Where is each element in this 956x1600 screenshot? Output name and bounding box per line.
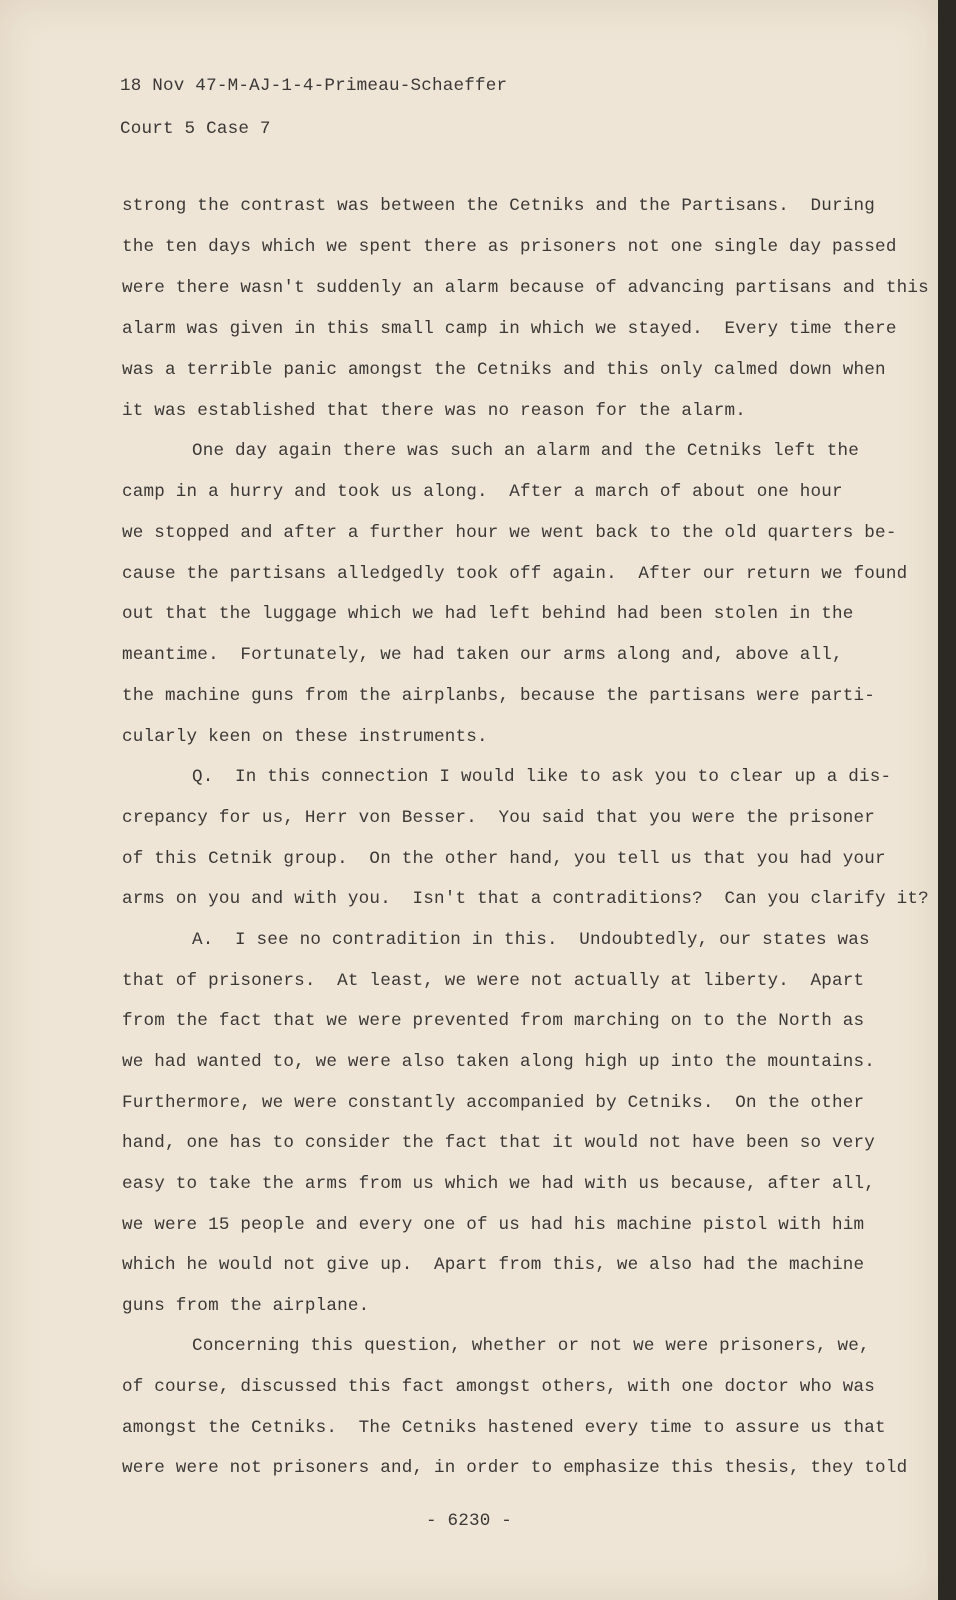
body-line: out that the luggage which we had left behind had been stolen in the	[122, 604, 854, 624]
body-line: which he would not give up. Apart from this, we also had the machine	[122, 1255, 865, 1275]
body-line: Concerning this question, whether or not we were prisoners, we,	[192, 1336, 870, 1356]
body-line: of this Cetnik group. On the other hand, you tell us that you had your	[122, 849, 886, 869]
header-court-case: Court 5 Case 7	[120, 119, 271, 139]
body-line: we stopped and after a further hour we went back to the old quarters be-	[122, 523, 897, 543]
body-line: we had wanted to, we were also taken along high up into the mountains.	[122, 1052, 876, 1072]
body-line: from the fact that we were prevented from marching on to the North as	[122, 1011, 865, 1031]
body-line: we were 15 people and every one of us had his machine pistol with him	[122, 1215, 865, 1235]
body-line: was a terrible panic amongst the Cetniks and this only calmed down when	[122, 360, 886, 380]
page-edge-shadow	[938, 0, 956, 1600]
body-line: cularly keen on these instruments.	[122, 727, 488, 747]
body-line: cause the partisans alledgedly took off again. After our return we found	[122, 564, 908, 584]
body-line: Furthermore, we were constantly accompanied by Cetniks. On the other	[122, 1093, 865, 1113]
body-line: the ten days which we spent there as prisoners not one single day passed	[122, 237, 897, 257]
body-line: Q. In this connection I would like to ask you to clear up a dis-	[192, 767, 892, 787]
body-line: meantime. Fortunately, we had taken our arms along and, above all,	[122, 645, 843, 665]
body-line: A. I see no contradition in this. Undoubtedly, our states was	[192, 930, 870, 950]
body-line: easy to take the arms from us which we had with us because, after all,	[122, 1174, 876, 1194]
body-line: arms on you and with you. Isn't that a contraditions? Can you clarify it?	[122, 889, 929, 909]
body-line: were were not prisoners and, in order to emphasize this thesis, they told	[122, 1458, 908, 1478]
body-line: were there wasn't suddenly an alarm because of advancing partisans and this	[122, 278, 929, 298]
page-number: - 6230 -	[425, 1511, 513, 1531]
body-line: crepancy for us, Herr von Besser. You said that you were the prisoner	[122, 808, 876, 828]
body-line: the machine guns from the airplanbs, because the partisans were parti-	[122, 686, 876, 706]
header-reference: 18 Nov 47-M-AJ-1-4-Primeau-Schaeffer	[120, 76, 508, 96]
body-line: it was established that there was no reason for the alarm.	[122, 401, 746, 421]
body-line: alarm was given in this small camp in which we stayed. Every time there	[122, 319, 897, 339]
body-line: of course, discussed this fact amongst others, with one doctor who was	[122, 1377, 876, 1397]
body-line: camp in a hurry and took us along. After a march of about one hour	[122, 482, 843, 502]
body-line: amongst the Cetniks. The Cetniks hastened every time to assure us that	[122, 1418, 886, 1438]
body-line: that of prisoners. At least, we were not actually at liberty. Apart	[122, 971, 865, 991]
body-line: One day again there was such an alarm and the Cetniks left the	[192, 441, 859, 461]
body-line: strong the contrast was between the Cetniks and the Partisans. During	[122, 196, 876, 216]
body-line: guns from the airplane.	[122, 1296, 370, 1316]
body-line: hand, one has to consider the fact that it would not have been so very	[122, 1133, 876, 1153]
